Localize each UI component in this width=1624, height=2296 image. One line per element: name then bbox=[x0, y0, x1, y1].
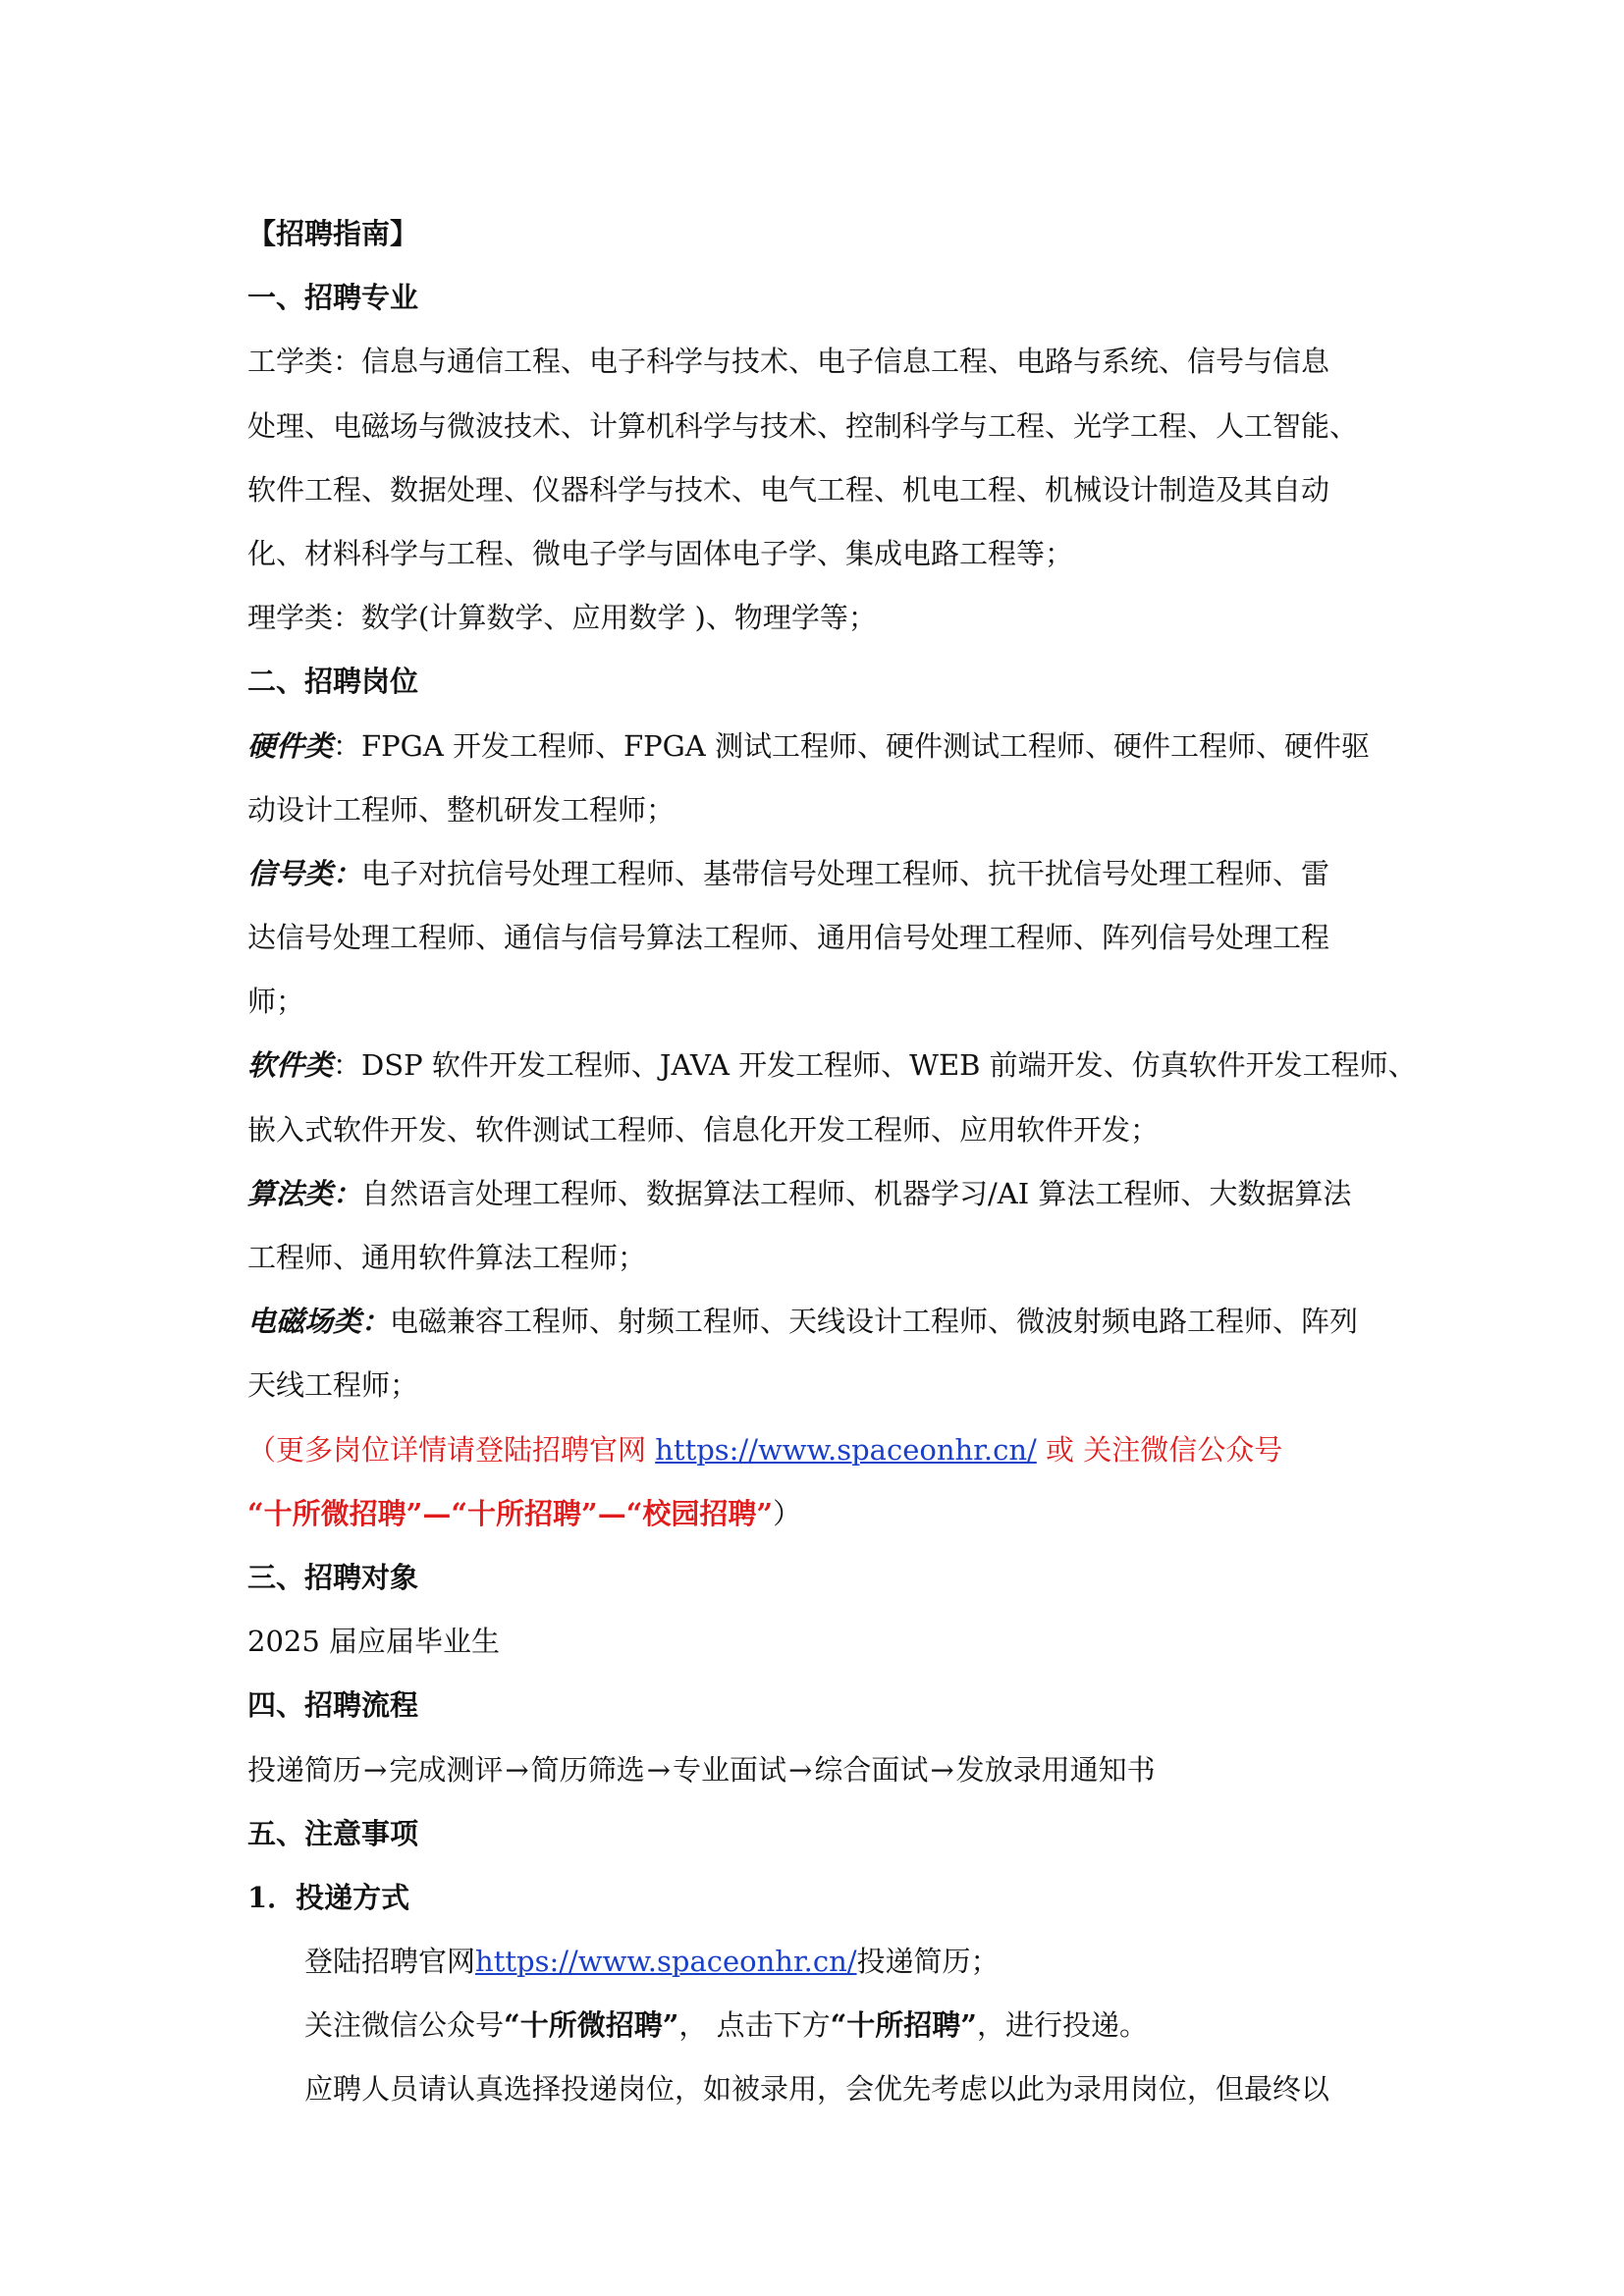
more-info-close: ） bbox=[773, 1496, 802, 1530]
section-3-heading: 三、招聘对象 bbox=[247, 1560, 419, 1594]
more-info-or: 或 关注微信公众号 bbox=[1036, 1432, 1283, 1467]
algorithm-label: 算法类： bbox=[247, 1176, 362, 1210]
arrow-right-icon: → bbox=[505, 1752, 529, 1787]
apply-via-wechat-pre: 关注微信公众号 bbox=[304, 2008, 505, 2043]
hardware-line-1 bbox=[247, 715, 1386, 778]
majors-line-3: 软件工程、数据处理、仪器科学与技术、电气工程、机电工程、机械设计制造及其自动 bbox=[247, 472, 1330, 507]
recruitment-site-link[interactable]: https://www.spaceonhr.cn/ bbox=[655, 1432, 1037, 1467]
hardware-colon: ： bbox=[333, 728, 362, 763]
em-text-1: 电磁兼容工程师、射频工程师、天线设计工程师、微波射频电路工程师、阵列 bbox=[390, 1305, 1359, 1339]
wechat-path-3: “校园招聘” bbox=[625, 1496, 774, 1530]
process-step-1: 投递简历 bbox=[247, 1752, 362, 1787]
majors-line-5: 理学类：数学(计算数学、应用数学 )、物理学等； bbox=[247, 601, 877, 635]
process-step-4: 专业面试 bbox=[672, 1752, 786, 1787]
more-info-open: （更多岗位详情请登陆招聘官网 bbox=[247, 1432, 656, 1467]
apply-via-site-post: 投递简历； bbox=[856, 1945, 1000, 1979]
wechat-path-dash-1: — bbox=[422, 1496, 452, 1530]
process-flow bbox=[247, 1738, 1386, 1802]
signal-line-3: 师； bbox=[247, 985, 305, 1019]
more-info-line-2 bbox=[247, 1482, 1386, 1546]
arrow-right-icon: → bbox=[930, 1752, 954, 1787]
hardware-text-1: FPGA 开发工程师、FPGA 测试工程师、硬件测试工程师、硬件工程师、硬件驱 bbox=[361, 728, 1370, 763]
software-text-1: DSP 软件开发工程师、JAVA 开发工程师、WEB 前端开发、仿真软件开发工程师、 bbox=[361, 1048, 1417, 1083]
more-info-line-1 bbox=[247, 1418, 1386, 1482]
algorithm-line-2: 工程师、通用软件算法工程师； bbox=[247, 1241, 647, 1274]
apply-via-site bbox=[247, 1930, 1386, 1994]
apply-via-site-pre: 登陆招聘官网 bbox=[304, 1945, 476, 1979]
guide-title: 【招聘指南】 bbox=[247, 217, 419, 250]
majors-line-2: 处理、电磁场与微波技术、计算机科学与技术、控制科学与工程、光学工程、人工智能、 bbox=[247, 408, 1359, 443]
software-line-1 bbox=[247, 1034, 1417, 1097]
em-label: 电磁场类： bbox=[247, 1305, 391, 1339]
algorithm-text-1: 自然语言处理工程师、数据算法工程师、机器学习/AI 算法工程师、大数据算法 bbox=[361, 1176, 1352, 1210]
arrow-right-icon: → bbox=[646, 1752, 671, 1787]
apply-via-wechat-post: ，进行投递。 bbox=[976, 2008, 1148, 2043]
section-5-heading: 五、注意事项 bbox=[247, 1816, 419, 1850]
process-step-2: 完成测评 bbox=[389, 1752, 504, 1787]
em-line-1 bbox=[247, 1290, 1386, 1354]
document-content bbox=[247, 202, 1417, 2122]
hardware-line-2: 动设计工程师、整机研发工程师； bbox=[247, 792, 676, 827]
section-4-heading: 四、招聘流程 bbox=[247, 1688, 419, 1723]
signal-text-1: 电子对抗信号处理工程师、基带信号处理工程师、抗干扰信号处理工程师、雷 bbox=[361, 856, 1330, 890]
arrow-right-icon: → bbox=[363, 1752, 388, 1787]
section-2-heading: 二、招聘岗位 bbox=[247, 665, 419, 699]
arrow-right-icon: → bbox=[788, 1752, 813, 1787]
software-line-2: 嵌入式软件开发、软件测试工程师、信息化开发工程师、应用软件开发； bbox=[247, 1112, 1160, 1147]
algorithm-line-1 bbox=[247, 1162, 1386, 1226]
signal-line-1 bbox=[247, 842, 1386, 906]
process-step-5: 综合面试 bbox=[814, 1752, 929, 1787]
wechat-account-name: “十所微招聘” bbox=[504, 2008, 679, 2043]
majors-line-1: 工学类：信息与通信工程、电子科学与技术、电子信息工程、电路与系统、信号与信息 bbox=[247, 345, 1330, 379]
process-step-6: 发放录用通知书 bbox=[955, 1752, 1156, 1787]
wechat-menu-name: “十所招聘” bbox=[830, 2008, 977, 2043]
wechat-path-1: “十所微招聘” bbox=[247, 1496, 423, 1530]
target-graduates: 2025 届应届毕业生 bbox=[247, 1625, 501, 1659]
signal-line-2: 达信号处理工程师、通信与信号算法工程师、通用信号处理工程师、阵列信号处理工程 bbox=[247, 921, 1330, 955]
apply-via-wechat-mid: ， 点击下方 bbox=[678, 2008, 831, 2043]
majors-line-4: 化、材料科学与工程、微电子学与固体电子学、集成电路工程等； bbox=[247, 536, 1074, 570]
software-label: 软件类 bbox=[247, 1048, 334, 1083]
em-line-2: 天线工程师； bbox=[247, 1368, 419, 1403]
wechat-path-2: “十所招聘” bbox=[451, 1496, 598, 1530]
section-1-heading: 一、招聘专业 bbox=[247, 281, 419, 315]
apply-site-link[interactable]: https://www.spaceonhr.cn/ bbox=[475, 1945, 857, 1979]
software-colon: ： bbox=[333, 1048, 362, 1083]
subsection-1-heading: 1．投递方式 bbox=[247, 1880, 410, 1914]
apply-via-wechat bbox=[247, 1994, 1386, 2057]
signal-label: 信号类： bbox=[247, 856, 362, 890]
hardware-label: 硬件类 bbox=[247, 728, 334, 763]
process-step-3: 简历筛选 bbox=[530, 1752, 645, 1787]
wechat-path-dash-2: — bbox=[597, 1496, 626, 1530]
applicant-note: 应聘人员请认真选择投递岗位，如被录用，会优先考虑以此为录用岗位，但最终以 bbox=[304, 2072, 1330, 2107]
